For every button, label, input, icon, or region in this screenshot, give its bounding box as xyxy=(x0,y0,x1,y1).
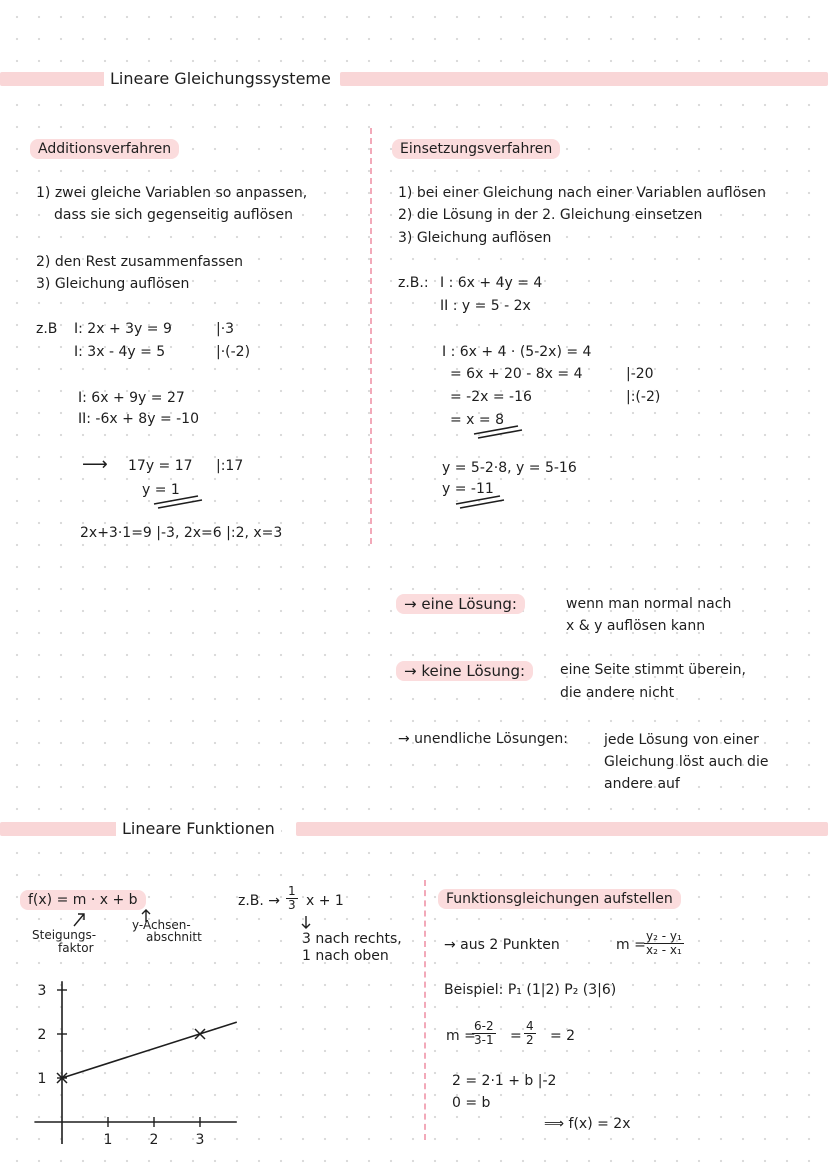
double-underline-y xyxy=(150,494,204,510)
solution-one-text-1: wenn man normal nach xyxy=(566,596,732,612)
einsetzung-eq5-op: |:(-2) xyxy=(626,389,661,405)
solution-none-text-1: eine Seite stimmt überein, xyxy=(560,662,746,678)
label-steigungsfaktor-2: faktor xyxy=(58,941,94,955)
m-calc2-numerator: 4 xyxy=(526,1019,534,1033)
einsetzung-eq7: y = 5-2·8, y = 5-16 xyxy=(442,460,577,476)
section-title-gleichungssysteme: Lineare Gleichungssysteme xyxy=(104,69,337,88)
einsetzung-eq4-op: |-20 xyxy=(626,366,654,382)
label-y-achsenabschnitt-2: abschnitt xyxy=(146,930,202,944)
einsetzung-eq5: = -2x = -16 xyxy=(450,389,532,405)
function-example-note-1: 3 nach rechts, xyxy=(302,931,402,947)
function-example-rest: x + 1 xyxy=(306,893,344,909)
aufstellen-m-eq: = xyxy=(510,1028,522,1044)
aufstellen-eq1: 2 = 2·1 + b |-2 xyxy=(452,1073,557,1089)
addition-eq7: 2x+3·1=9 |-3, 2x=6 |:2, x=3 xyxy=(80,525,283,541)
addition-step-2: 2) den Rest zusammenfassen xyxy=(36,254,244,270)
aufstellen-m-label: m = xyxy=(616,937,646,953)
einsetzung-eq6: = x = 8 xyxy=(450,412,505,428)
function-example-note-2: 1 nach oben xyxy=(302,948,389,964)
m-numerator: y₂ - y₁ xyxy=(646,929,682,943)
m-calc-numerator: 6-2 xyxy=(474,1019,494,1033)
function-formula: f(x) = m · x + b xyxy=(20,890,146,910)
m-calc2-denominator: 2 xyxy=(526,1033,534,1047)
function-graph xyxy=(28,970,248,1160)
arrow-down-icon xyxy=(300,914,312,930)
x-tick-label: 1 xyxy=(103,1132,113,1148)
fraction-denominator: 3 xyxy=(288,898,296,912)
aufstellen-m-calc-label: m = xyxy=(446,1028,476,1044)
addition-eq1: I: 2x + 3y = 9 xyxy=(74,321,172,337)
section-band-right xyxy=(340,72,828,86)
einsetzung-step-2: 2) die Lösung in der 2. Gleichung einsetzen xyxy=(398,207,703,223)
solution-one-label: → eine Lösung: xyxy=(396,594,525,614)
solution-none-label: → keine Lösung: xyxy=(396,661,533,681)
section2-band-right xyxy=(296,822,828,836)
addition-step-3: 3) Gleichung auflösen xyxy=(36,276,190,292)
m-denominator: x₂ - x₁ xyxy=(646,943,682,957)
addition-eq5: 17y = 17 xyxy=(128,458,193,474)
arrow-to-m-icon xyxy=(70,910,90,930)
aufstellen-m-fraction xyxy=(644,930,684,957)
einsetzung-example-label: z.B.: xyxy=(398,275,429,291)
aufstellen-from-two: → aus 2 Punkten xyxy=(444,937,560,953)
data-point-cross xyxy=(195,1029,205,1039)
x-tick-label: 3 xyxy=(195,1132,205,1148)
solution-infinite-label: → unendliche Lösungen: xyxy=(398,731,568,747)
heading-aufstellen: Funktionsgleichungen aufstellen xyxy=(438,889,681,909)
addition-eq2: I: 3x - 4y = 5 xyxy=(74,344,166,360)
addition-eq6: y = 1 xyxy=(142,482,180,498)
solution-none-text-2: die andere nicht xyxy=(560,685,675,701)
addition-eq4: II: -6x + 8y = -10 xyxy=(78,411,199,427)
heading-additionsverfahren: Additionsverfahren xyxy=(30,139,179,159)
addition-example-label: z.B xyxy=(36,321,58,337)
addition-eq1-op: |·3 xyxy=(216,321,235,337)
label-steigungsfaktor: Steigungs- xyxy=(32,928,97,942)
y-tick-label: 1 xyxy=(37,1071,47,1087)
solution-infinite-text-3: andere auf xyxy=(604,776,680,792)
double-underline-x xyxy=(470,424,524,440)
fraction-numerator: 1 xyxy=(288,884,296,898)
addition-eq5-op: |:17 xyxy=(216,458,244,474)
aufstellen-m-calc2-fraction xyxy=(524,1020,536,1047)
label-y-achsenabschnitt: y-Achsen- xyxy=(132,918,191,932)
addition-eq3: I: 6x + 9y = 27 xyxy=(78,390,185,406)
y-tick-label: 2 xyxy=(37,1027,47,1043)
aufstellen-beispiel: Beispiel: P₁ (1|2) P₂ (3|6) xyxy=(444,982,617,998)
section-band-left xyxy=(0,72,112,86)
aufstellen-result: ⟹ f(x) = 2x xyxy=(544,1116,631,1132)
divider-bottom xyxy=(424,880,426,1140)
aufstellen-eq2: 0 = b xyxy=(452,1095,491,1111)
solution-infinite-text-2: Gleichung löst auch die xyxy=(604,754,769,770)
y-tick-label: 3 xyxy=(37,983,47,999)
einsetzung-eq8: y = -11 xyxy=(442,481,494,497)
x-tick-label: 2 xyxy=(149,1132,159,1148)
solution-infinite-text-1: jede Lösung von einer xyxy=(604,732,759,748)
aufstellen-m-calc-fraction xyxy=(472,1020,496,1047)
addition-arrow: ⟶ xyxy=(82,454,108,475)
section-title-funktionen: Lineare Funktionen xyxy=(116,819,281,838)
einsetzung-eq2: II : y = 5 - 2x xyxy=(440,298,531,314)
function-example-fraction xyxy=(286,885,298,912)
einsetzung-eq4: = 6x + 20 - 8x = 4 xyxy=(450,366,583,382)
einsetzung-step-3: 3) Gleichung auflösen xyxy=(398,230,552,246)
m-calc-denominator: 3-1 xyxy=(474,1033,494,1047)
aufstellen-m-result: = 2 xyxy=(550,1028,576,1044)
addition-step-1b: dass sie sich gegenseitig auflösen xyxy=(54,207,293,223)
einsetzung-step-1: 1) bei einer Gleichung nach einer Variablen auflösen xyxy=(398,185,767,201)
series-line xyxy=(62,1022,237,1078)
heading-einsetzungsverfahren: Einsetzungsverfahren xyxy=(392,139,560,159)
addition-step-1: 1) zwei gleiche Variablen so anpassen, xyxy=(36,185,308,201)
einsetzung-eq1: I : 6x + 4y = 4 xyxy=(440,275,543,291)
function-example-label: z.B. → xyxy=(238,893,281,909)
einsetzung-eq3: I : 6x + 4 · (5-2x) = 4 xyxy=(442,344,592,360)
solution-one-text-2: x & y auflösen kann xyxy=(566,618,706,634)
divider-top xyxy=(370,128,372,544)
double-underline-y2 xyxy=(452,494,506,510)
addition-eq2-op: |·(-2) xyxy=(216,344,251,360)
section2-band-left xyxy=(0,822,122,836)
